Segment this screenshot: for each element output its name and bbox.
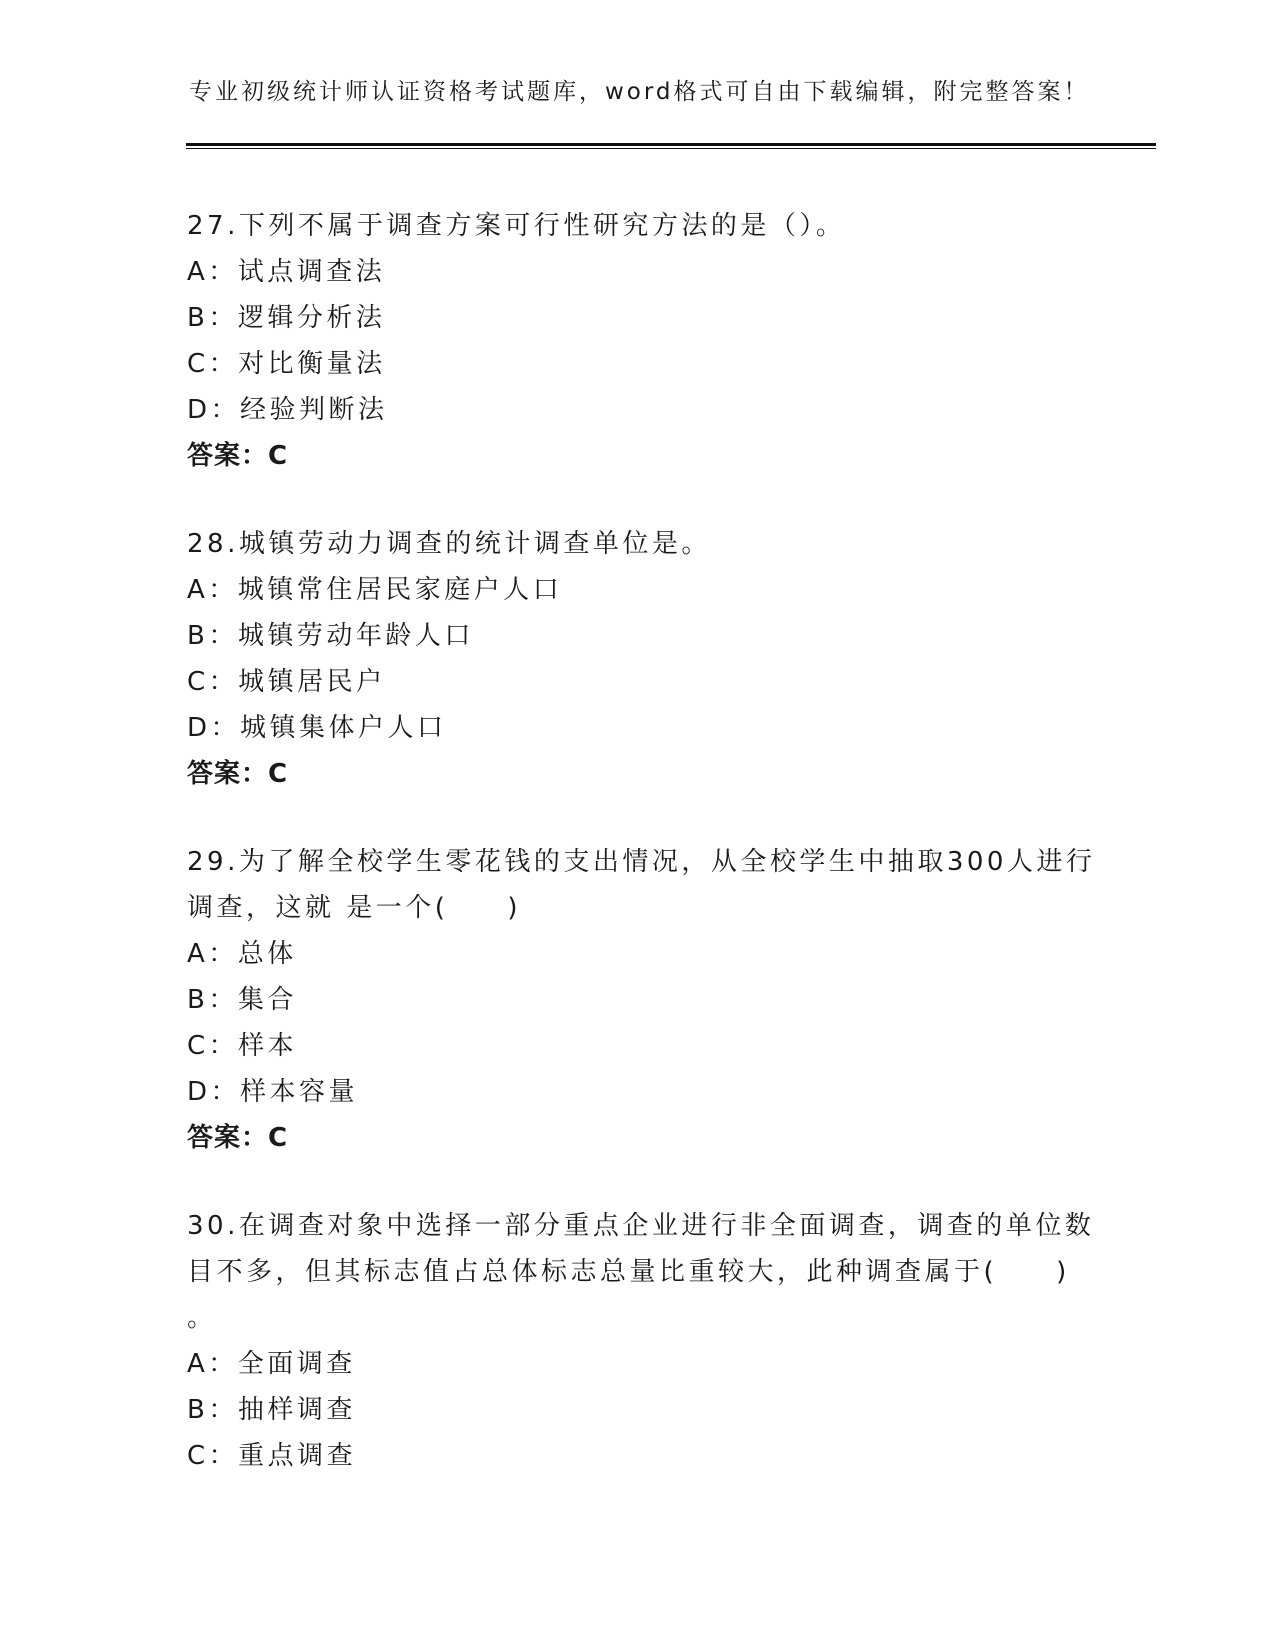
question-27: [187, 203, 1087, 479]
question-text-continued: 。: [187, 1303, 217, 1333]
question-text: 27.下列不属于调查方案可行性研究方法的是（）。: [187, 211, 846, 241]
question-text: 29.为了解全校学生零花钱的支出情况，从全校学生中抽取300人进行: [187, 847, 1096, 877]
answer-text: 答案：C: [187, 759, 289, 789]
question-text-continued: 目不多，但其标志值占总体标志总量比重较大，此种调查属于( ): [187, 1257, 1070, 1287]
header-divider-thin: [186, 148, 1156, 149]
option-c: C：城镇居民户: [187, 667, 386, 697]
option-d: D：样本容量: [187, 1077, 359, 1107]
answer-text: 答案：C: [187, 441, 289, 471]
option-c: C：对比衡量法: [187, 349, 386, 379]
option-b: B：城镇劳动年龄人口: [187, 621, 474, 651]
option-c: C：样本: [187, 1031, 298, 1061]
option-d: D：经验判断法: [187, 395, 388, 425]
question-28: [187, 521, 1087, 797]
answer-text: 答案：C: [187, 1123, 289, 1153]
option-b: B：集合: [187, 985, 297, 1015]
option-a: A：试点调查法: [187, 257, 386, 287]
header-divider: [186, 143, 1156, 146]
question-text: 30.在调查对象中选择一部分重点企业进行非全面调查，调查的单位数: [187, 1211, 1095, 1241]
question-text-continued: 调查，这就 是一个( ): [187, 893, 522, 923]
option-c: C：重点调查: [187, 1441, 357, 1471]
option-d: D：城镇集体户人口: [187, 713, 447, 743]
option-a: A：总体: [187, 939, 297, 969]
question-30: [187, 1203, 1095, 1479]
option-b: B：抽样调查: [187, 1395, 356, 1425]
option-a: A：全面调查: [187, 1349, 356, 1379]
option-a: A：城镇常住居民家庭户人口: [187, 575, 563, 605]
question-text: 28.城镇劳动力调查的统计调查单位是。: [187, 529, 711, 559]
option-b: B：逻辑分析法: [187, 303, 386, 333]
page-header: 专业初级统计师认证资格考试题库，word格式可自由下载编辑，附完整答案！: [189, 79, 1090, 105]
question-29: [187, 839, 1096, 1161]
question-list: [187, 203, 1096, 1479]
